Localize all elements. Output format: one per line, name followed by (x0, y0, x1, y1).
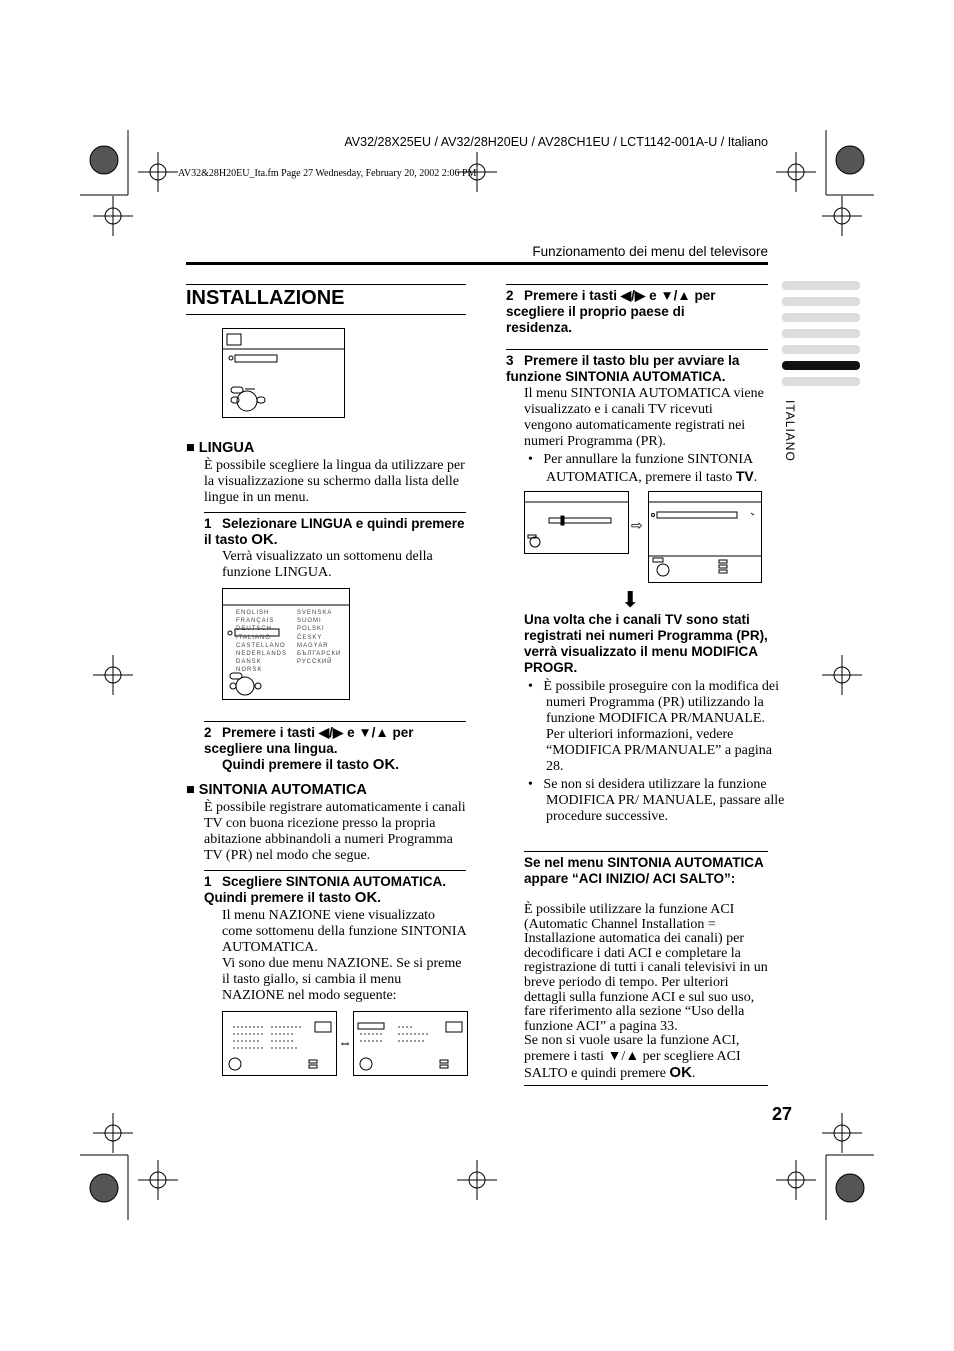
aci-heading: Se nel menu SINTONIA AUTOMATICA appare “ACI INIZIO/ ACI SALTO”: (524, 855, 764, 886)
lingua-step2: 2 Premere i tasti ◀/▶ e ▼/▲ per scegliere una lingua. Quindi premere il tasto OK. (204, 725, 414, 773)
lingua-intro: È possibile scegliere la lingua da utilizzare per la visualizzazione su schermo dalla lista delle lingue in un menu. (204, 458, 465, 505)
language-item[interactable]: РУССКИЙ (297, 659, 333, 666)
sintonia-result: Una volta che i canali TV sono stati registrati nei numeri Programma (PR), verrà visualizzato il menu MODIFICA PROGR. (524, 612, 768, 675)
aci-text2-content: Se non si vuole usare la funzione ACI, premere i tasti ▼/▲ per scegliere ACI SALTO e quindi premere (524, 1033, 741, 1081)
sintonia-step1: 1 Scegliere SINTONIA AUTOMATICA. Quindi premere il tasto OK. (204, 874, 447, 906)
language-item[interactable]: ČESKY (297, 634, 323, 641)
header-file-line: AV32&28H20EU_Ita.fm Page 27 Wednesday, February 20, 2002 2:06 PM (178, 168, 477, 179)
language-item[interactable]: CASTELLANO (236, 642, 286, 649)
lingua-heading: ■ LINGUA (186, 440, 255, 456)
sintonia-step2-rule (506, 284, 768, 285)
lingua-submenu-screen (222, 588, 350, 700)
result-bullet-text: È possibile proseguire con la modifica dei numeri Programma (PR) utilizzando la funzione MODIFICA PR/MANUALE. Per ulteriori informazioni, vedere “MODIFICA PR/MANUALE” a pagina 28. (543, 679, 780, 774)
sintonia-result-bullet-1: • È possibile proseguire con la modifica dei numeri Programma (PR) utilizzando la funzione MODIFICA PR/MANUALE. Per ulteriori informazioni, vedere “MODIFICA PR/MANUALE” a pagina 28. (528, 679, 780, 774)
progress-screen-graphic (525, 492, 628, 553)
sintonia-step1-number: 1 (204, 874, 212, 889)
lingua-step2-text: Premere i tasti ◀/▶ e ▼/▲ per scegliere una lingua. (204, 725, 414, 756)
modifica-screen-graphic (649, 492, 761, 582)
sintonia-intro: È possibile registrare automaticamente i canali TV con buona ricezione presso la propria abitazione abbinandoli a numeri Programma TV (PR) nel modo che segue. (204, 800, 466, 863)
aci-text2: Se non si vuole usare la funzione ACI, premere i tasti ▼/▲ per scegliere ACI SALTO e quindi premere OK. (524, 1033, 741, 1081)
nazione-screen-a-graphic (223, 1012, 336, 1075)
side-tab-7 (782, 377, 860, 386)
tv-key-glyph: TV (735, 468, 754, 484)
side-tab-5 (782, 345, 860, 354)
side-tab-2 (782, 297, 860, 306)
next-arrow-icon: ⇨ (631, 519, 643, 534)
sintonia-step1-text: Il menu NAZIONE viene visualizzato come sottomenu della funzione SINTONIA AUTOMATICA. (222, 908, 466, 955)
sintonia-step3-number: 3 (506, 353, 514, 368)
nazione-screen-b-graphic (354, 1012, 467, 1075)
lingua-heading-text: LINGUA (198, 440, 255, 456)
sintonia-step3-text: Il menu SINTONIA AUTOMATICA viene visualizzato e i canali TV ricevuti vengono automaticamente registrati nei numeri Programma (PR). (524, 386, 764, 449)
language-item[interactable]: DEUTSCH (236, 626, 273, 633)
page-number: 27 (772, 1104, 793, 1124)
aci-rule-bottom (524, 1085, 768, 1086)
language-item[interactable]: FRANÇAIS (236, 618, 275, 625)
language-item[interactable]: DANSK (236, 659, 262, 666)
sintonia-step3-bold: Premere il tasto blu per avviare la funzione SINTONIA AUTOMATICA. (506, 353, 740, 384)
lingua-list-right (297, 609, 341, 666)
lingua-step1-number: 1 (204, 516, 212, 531)
down-arrow-icon: ⬇ (621, 587, 640, 612)
aci-rule-top (524, 851, 768, 852)
language-item[interactable]: SUOMI (297, 618, 322, 625)
ok-key-glyph: OK (251, 531, 274, 548)
menu-screen-graphic (223, 329, 344, 417)
ok-key-glyph: OK (354, 889, 378, 906)
page-title: INSTALLAZIONE (186, 287, 345, 309)
title-rule-bottom (186, 314, 466, 315)
sintonia-step1-text2: Vi sono due menu NAZIONE. Se si preme il tasto giallo, si cambia il menu NAZIONE nel modo seguente: (222, 956, 462, 1003)
lingua-step2-rule (204, 721, 466, 722)
aci-text: È possibile utilizzare la funzione ACI (Automatic Channel Installation = Installazione automatica dei canali) per decodificare i dati ACI e completare la registrazione di tutti i canali televisivi in un breve periodo di tempo. Per ulteriori dettagli sulla funzione ACI e sul suo uso, fare riferimento alla sezione “Uso della funzione ACI” a pagina 33. (524, 902, 768, 1034)
sintonia-heading-text: SINTONIA AUTOMATICA (198, 782, 367, 798)
language-item-selected[interactable]: ITALIANO (236, 634, 271, 641)
language-item[interactable]: SVENSKA (297, 610, 333, 616)
sintonia-step3-rule (506, 349, 768, 350)
language-item[interactable]: NORSK (236, 667, 263, 674)
nazione-menu-screen-b (353, 1011, 468, 1076)
side-language-label: ITALIANO (783, 400, 797, 462)
sintonia-step2-number: 2 (506, 288, 514, 303)
language-item[interactable]: БЪЛГАРСКИ (297, 651, 342, 658)
lingua-step1-bold: Selezionare LINGUA e quindi premere il tasto (204, 516, 465, 547)
sintonia-heading: ■ SINTONIA AUTOMATICA (186, 782, 367, 798)
sintonia-step3-bullet-text: Per annullare la funzione SINTONIA AUTOMATICA, premere il tasto (543, 452, 753, 485)
header-rule (186, 262, 768, 265)
sintonia-step3 (506, 353, 768, 385)
swap-arrow-icon: ⇔ (338, 1036, 352, 1051)
sintonia-step2-text: Premere i tasti ◀/▶ e ▼/▲ per scegliere il proprio paese di residenza. (506, 288, 716, 335)
side-tab-4 (782, 329, 860, 338)
sintonia-step2 (506, 288, 746, 336)
result-bullet-text: Se non si desidera utilizzare la funzione MODIFICA PR/ MANUALE, passare alle procedure successive. (543, 777, 785, 824)
lingua-list-left (236, 609, 287, 675)
sintonia-step1-bold: Scegliere SINTONIA AUTOMATICA. Quindi premere il tasto (204, 874, 447, 905)
installazione-menu-screen (222, 328, 345, 418)
ok-key-glyph: OK (669, 1064, 692, 1081)
header-model: AV32/28X25EU / AV32/28H20EU / AV28CH1EU / LCT1142-001A-U / Italiano (344, 135, 768, 149)
side-tab-active (782, 361, 860, 370)
language-item[interactable]: MAGYAR (297, 642, 329, 649)
header-section: Funzionamento dei menu del televisore (532, 244, 768, 259)
side-tab-1 (782, 281, 860, 290)
modifica-progr-screen (648, 491, 762, 583)
language-item[interactable]: ENGLISH (236, 610, 270, 616)
sintonia-progress-screen (524, 491, 629, 554)
sintonia-result-bullet-2: • Se non si desidera utilizzare la funzione MODIFICA PR/ MANUALE, passare alle procedure successive. (528, 777, 785, 824)
sintonia-step1-rule (204, 870, 466, 871)
sintonia-step3-bullet: • Per annullare la funzione SINTONIA AUTOMATICA, premere il tasto TV. (528, 452, 758, 485)
lingua-step1-text: Verrà visualizzato un sottomenu della funzione LINGUA. (222, 549, 433, 580)
title-rule-top (186, 284, 466, 285)
lingua-step2-number: 2 (204, 725, 212, 740)
nazione-menu-screen-a (222, 1011, 337, 1076)
lingua-step1-rule (204, 512, 466, 513)
language-item[interactable]: NEDERLANDS (236, 651, 288, 658)
ok-key-glyph: OK (372, 756, 396, 773)
lingua-step1: 1 Selezionare LINGUA e quindi premere il tasto OK. (204, 516, 465, 548)
side-tab-3 (782, 313, 860, 322)
lingua-step2-text2: Quindi premere il tasto (222, 757, 370, 772)
language-item[interactable]: POLSKI (297, 626, 325, 633)
